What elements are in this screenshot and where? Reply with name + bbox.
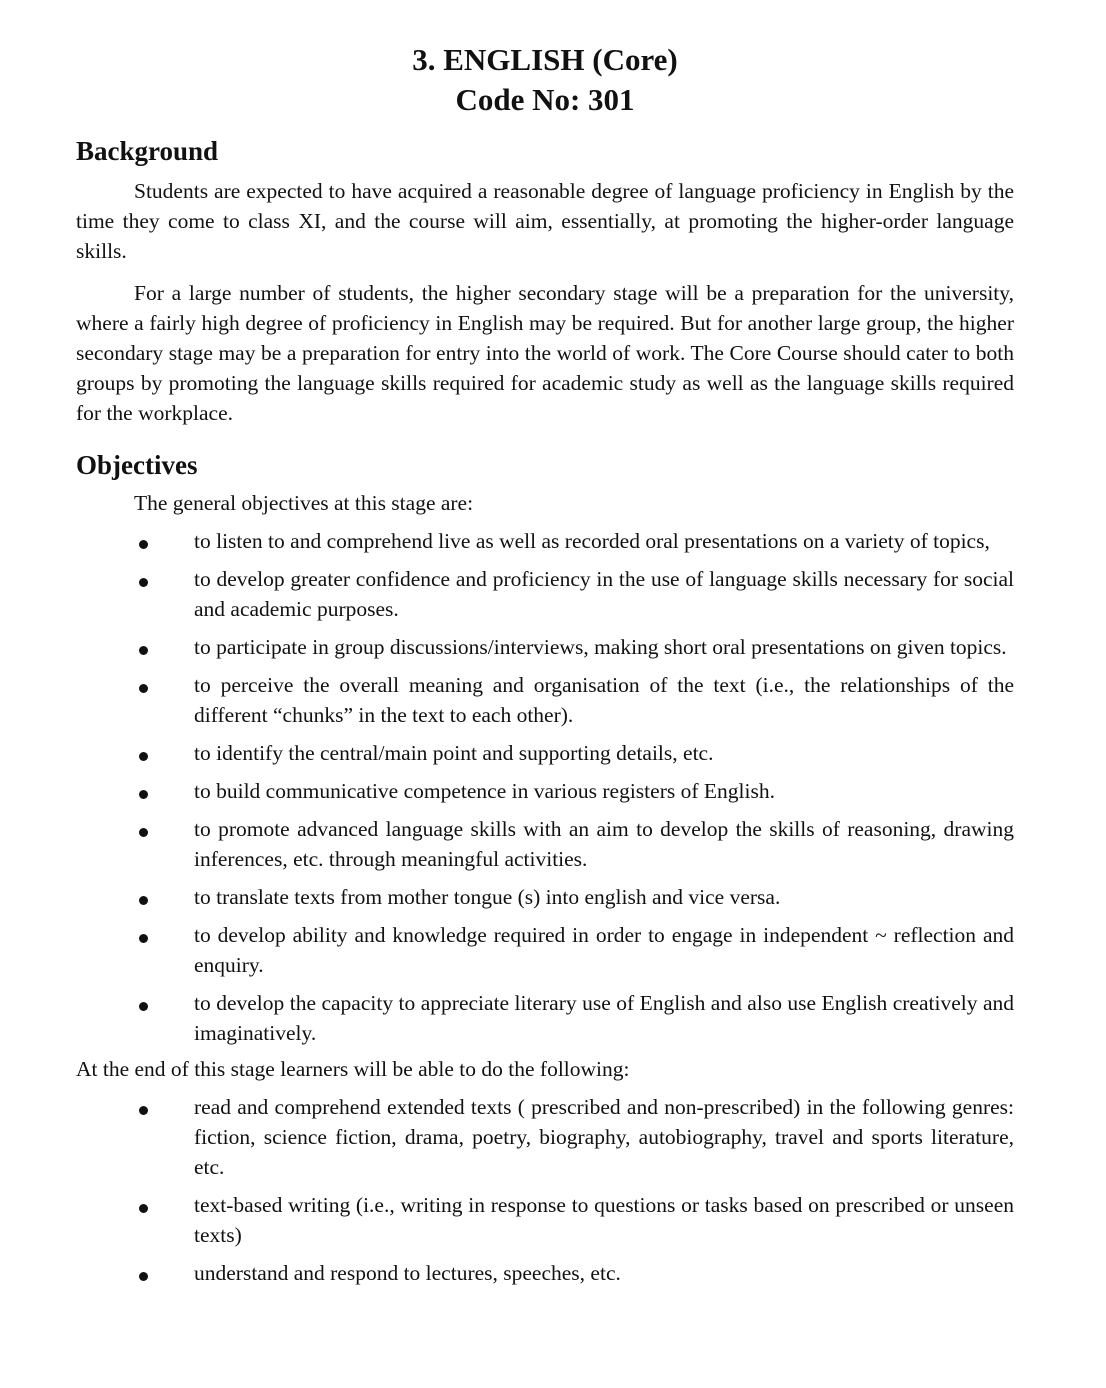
objective-item xyxy=(76,920,1014,980)
background-paragraph-1: Students are expected to have acquired a reasonable degree of language proficiency in English by the time they come to class XI, and the course will aim, essentially, at promoting the higher-order language skills. xyxy=(76,179,1014,263)
bullet-icon xyxy=(139,540,148,549)
title-line-2: Code No: 301 xyxy=(455,82,635,117)
outcome-item xyxy=(76,1092,1014,1182)
document-page xyxy=(76,40,1014,1288)
objective-text: to develop greater confidence and proficiency in the use of language skills necessary for social and academic purposes. xyxy=(194,567,1014,621)
objective-text: to develop ability and knowledge required in order to engage in independent ~ reflection and enquiry. xyxy=(194,923,1014,977)
objective-text: to identify the central/main point and supporting details, etc. xyxy=(194,741,714,765)
bullet-icon xyxy=(139,896,148,905)
bullet-icon xyxy=(139,578,148,587)
outcome-item xyxy=(76,1258,1014,1288)
outcome-text: text-based writing (i.e., writing in response to questions or tasks based on prescribed or unseen texts) xyxy=(194,1193,1014,1247)
background-heading: Background xyxy=(76,136,219,166)
objective-item xyxy=(76,564,1014,624)
objective-item xyxy=(76,776,1014,806)
document-title xyxy=(76,40,1014,120)
objective-text: to build communicative competence in various registers of English. xyxy=(194,779,775,803)
bullet-icon xyxy=(139,934,148,943)
objective-text: to listen to and comprehend live as well as recorded oral presentations on a variety of topics, xyxy=(194,529,990,553)
bullet-icon xyxy=(139,1272,148,1281)
bullet-icon xyxy=(139,646,148,655)
bullet-icon xyxy=(139,790,148,799)
objectives-list xyxy=(76,526,1014,1048)
outcomes-list xyxy=(76,1092,1014,1288)
bullet-icon xyxy=(139,684,148,693)
background-paragraph-2: For a large number of students, the higher secondary stage will be a preparation for the university, where a fairly high degree of proficiency in English may be required. But for another large group, the higher secondary stage may be a preparation for entry into the world of work. The Core Course should cater to both groups by promoting the language skills required for academic study as well as the language skills required for the workplace. xyxy=(76,281,1014,425)
outcomes-intro: At the end of this stage learners will be able to do the following: xyxy=(76,1057,630,1081)
objective-item xyxy=(76,814,1014,874)
bullet-icon xyxy=(139,1204,148,1213)
bullet-icon xyxy=(139,828,148,837)
title-line-1: 3. ENGLISH (Core) xyxy=(412,42,678,77)
bullet-icon xyxy=(139,1106,148,1115)
outcome-text: read and comprehend extended texts ( prescribed and non-prescribed) in the following genres: fiction, science fiction, drama, poetry, biography, autobiography, travel and sports literature, etc. xyxy=(194,1095,1014,1179)
objectives-intro: The general objectives at this stage are: xyxy=(134,491,474,515)
objective-item xyxy=(76,882,1014,912)
outcome-item xyxy=(76,1190,1014,1250)
objectives-heading: Objectives xyxy=(76,450,198,480)
objective-item xyxy=(76,526,1014,556)
objective-item xyxy=(76,670,1014,730)
bullet-icon xyxy=(139,752,148,761)
objective-text: to perceive the overall meaning and organisation of the text (i.e., the relationships of the different “chunks” in the text to each other). xyxy=(194,673,1014,727)
outcome-text: understand and respond to lectures, speeches, etc. xyxy=(194,1261,621,1285)
objective-text: to translate texts from mother tongue (s) into english and vice versa. xyxy=(194,885,781,909)
bullet-icon xyxy=(139,1002,148,1011)
objective-item xyxy=(76,738,1014,768)
objective-item xyxy=(76,632,1014,662)
objective-text: to promote advanced language skills with an aim to develop the skills of reasoning, drawing inferences, etc. through meaningful activities. xyxy=(194,817,1014,871)
objective-text: to participate in group discussions/interviews, making short oral presentations on given topics. xyxy=(194,635,1007,659)
objective-item xyxy=(76,988,1014,1048)
objective-text: to develop the capacity to appreciate literary use of English and also use English creatively and imaginatively. xyxy=(194,991,1014,1045)
